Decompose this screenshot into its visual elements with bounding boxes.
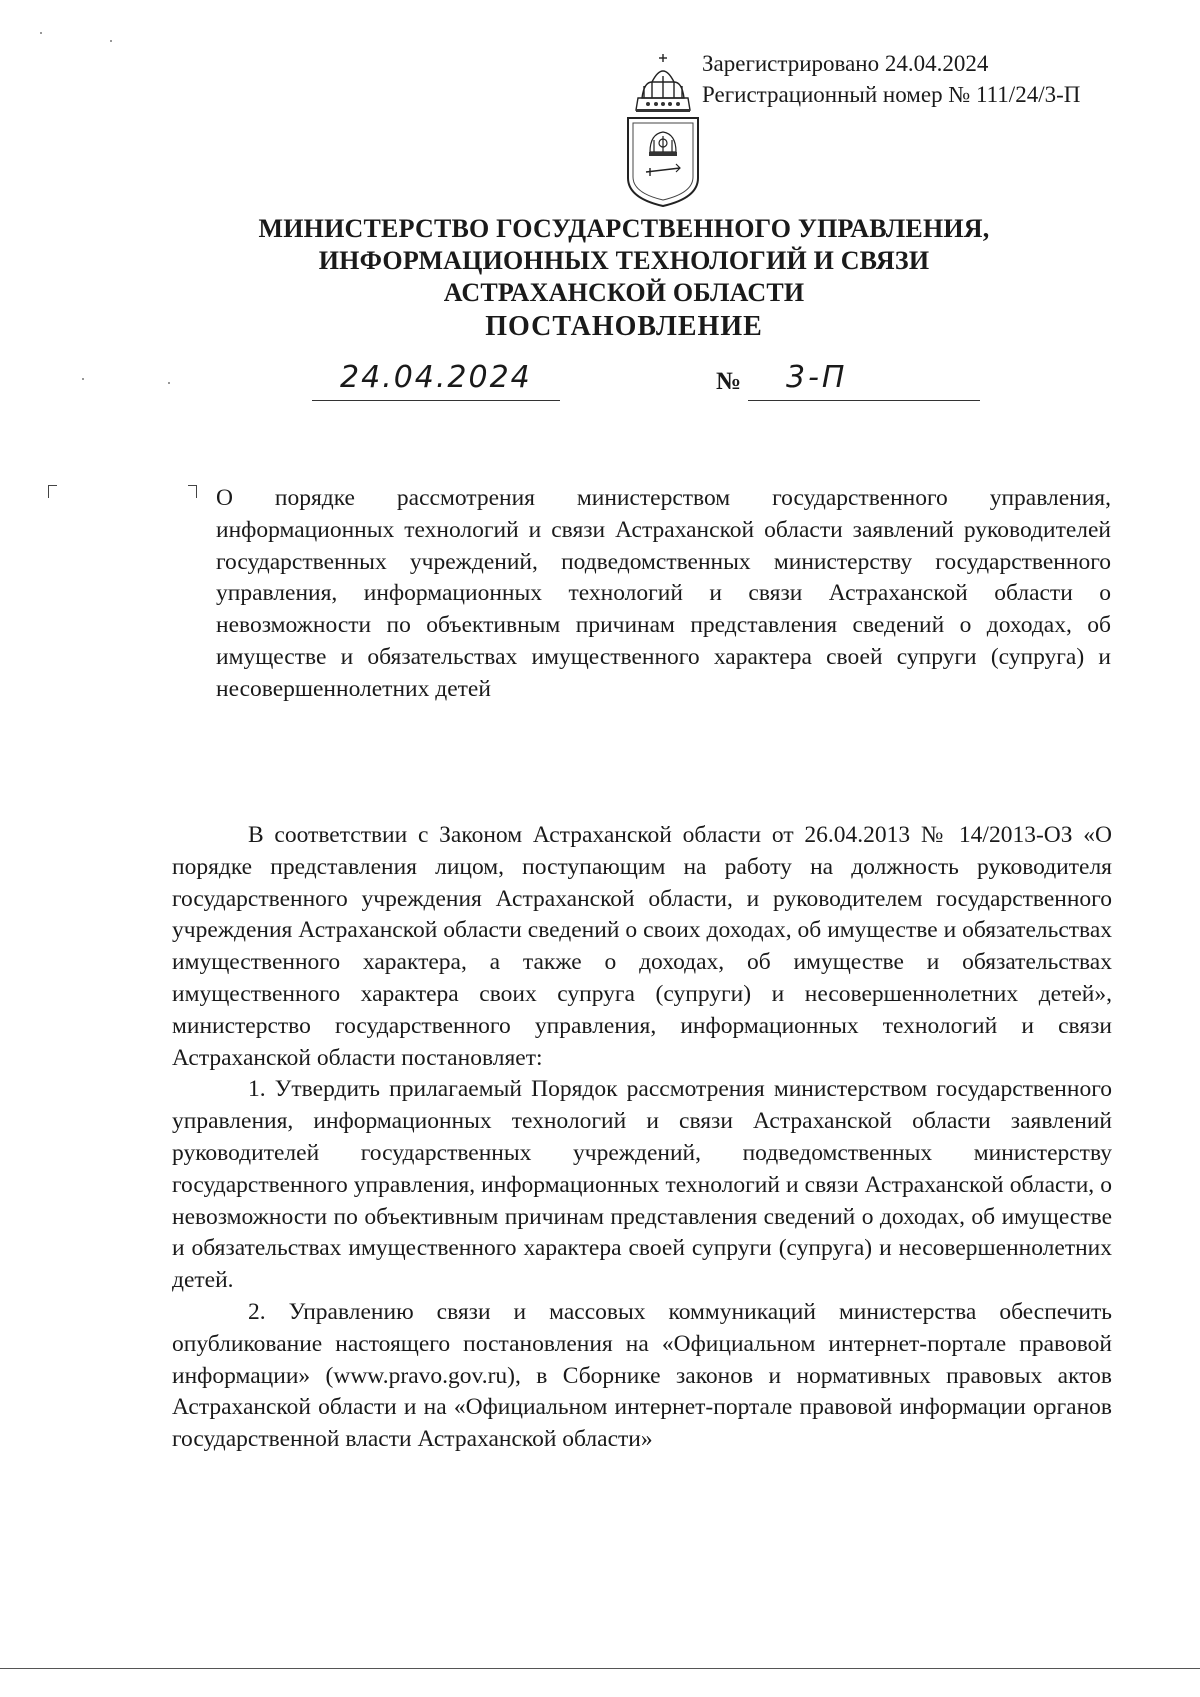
subject-bracket-left (48, 485, 57, 498)
scan-speck (168, 382, 170, 384)
scan-speck (110, 40, 112, 42)
document-subject: О порядке рассмотрения министерством государственного управления, информационных технологий и связи Астраханской области заявлений руководителей государственных учреждений, подведомственных министерству государственного управления, информационных технологий и связи Астраханской области о невозможности по объективным причинам представления сведений о доходах, об имуществе и обязательствах имущественного характера своей супруги (супруга) и несовершеннолетних детей (216, 485, 1111, 702)
clause-2: 2. Управлению связи и массовых коммуникаций министерства обеспечить опубликование настоящего постановления на «Официальном интернет-портале правовой информации» (www.pravo.gov.ru), в Сборнике законов и нормативных правовых актов Астраханской области и на «Официальном интернет-портале правовой информации органов государственной власти Астраханской области» (172, 1298, 1112, 1453)
registration-stamp (702, 48, 1080, 110)
number-label: № (716, 368, 742, 395)
registration-date: Зарегистрировано 24.04.2024 (702, 51, 989, 76)
ministry-name-line-1: МИНИСТЕРСТВО ГОСУДАРСТВЕННОГО УПРАВЛЕНИЯ, (258, 214, 990, 243)
document-number-field (748, 360, 980, 401)
ministry-name-line-3: АСТРАХАНСКОЙ ОБЛАСТИ (443, 278, 805, 307)
ministry-name-line-2: ИНФОРМАЦИОННЫХ ТЕХНОЛОГИЙ И СВЯЗИ (318, 246, 930, 275)
handwritten-number: 3-П (786, 360, 848, 395)
scan-speck (82, 378, 84, 380)
registration-number: Регистрационный номер № 111/24/3-П (702, 82, 1081, 107)
astrakhan-coat-of-arms-icon (622, 52, 704, 210)
document-date-field (312, 360, 560, 401)
clause-1: 1. Утвердить прилагаемый Порядок рассмотрения министерством государственного управления, информационных технологий и связи Астраханской области заявлений руководителей государственных учреждений, подведомственных министерству государственного управления, информационных технологий и связи Астраханской области, о невозможности по объективным причинам представления сведений о доходах, об имуществе и обязательствах имущественного характера своей супруги (супруга) и несовершеннолетних детей. (172, 1076, 1112, 1294)
document-body (172, 820, 1112, 1456)
preamble-paragraph: В соответствии с Законом Астраханской области от 26.04.2013 № 14/2013-ОЗ «О порядке представления лицом, поступающим на работу на должность руководителя государственного учреждения Астраханской области, и руководителем государственного учреждения Астраханской области сведений о своих доходах, об имуществе и обязательствах имущественного характера, а также о доходах, об имуществе и обязательствах имущественного характера своих супруга (супруги) и несовершеннолетних детей», министерство государственного управления, информационных технологий и связи Астраханской области постановляет: (172, 822, 1112, 1071)
scan-bottom-edge (0, 1668, 1200, 1669)
document-type: ПОСТАНОВЛЕНИЕ (485, 311, 763, 342)
document-header (0, 213, 1200, 343)
scan-speck (40, 32, 42, 34)
handwritten-date: 24.04.2024 (340, 360, 532, 395)
subject-bracket-right (188, 485, 197, 498)
